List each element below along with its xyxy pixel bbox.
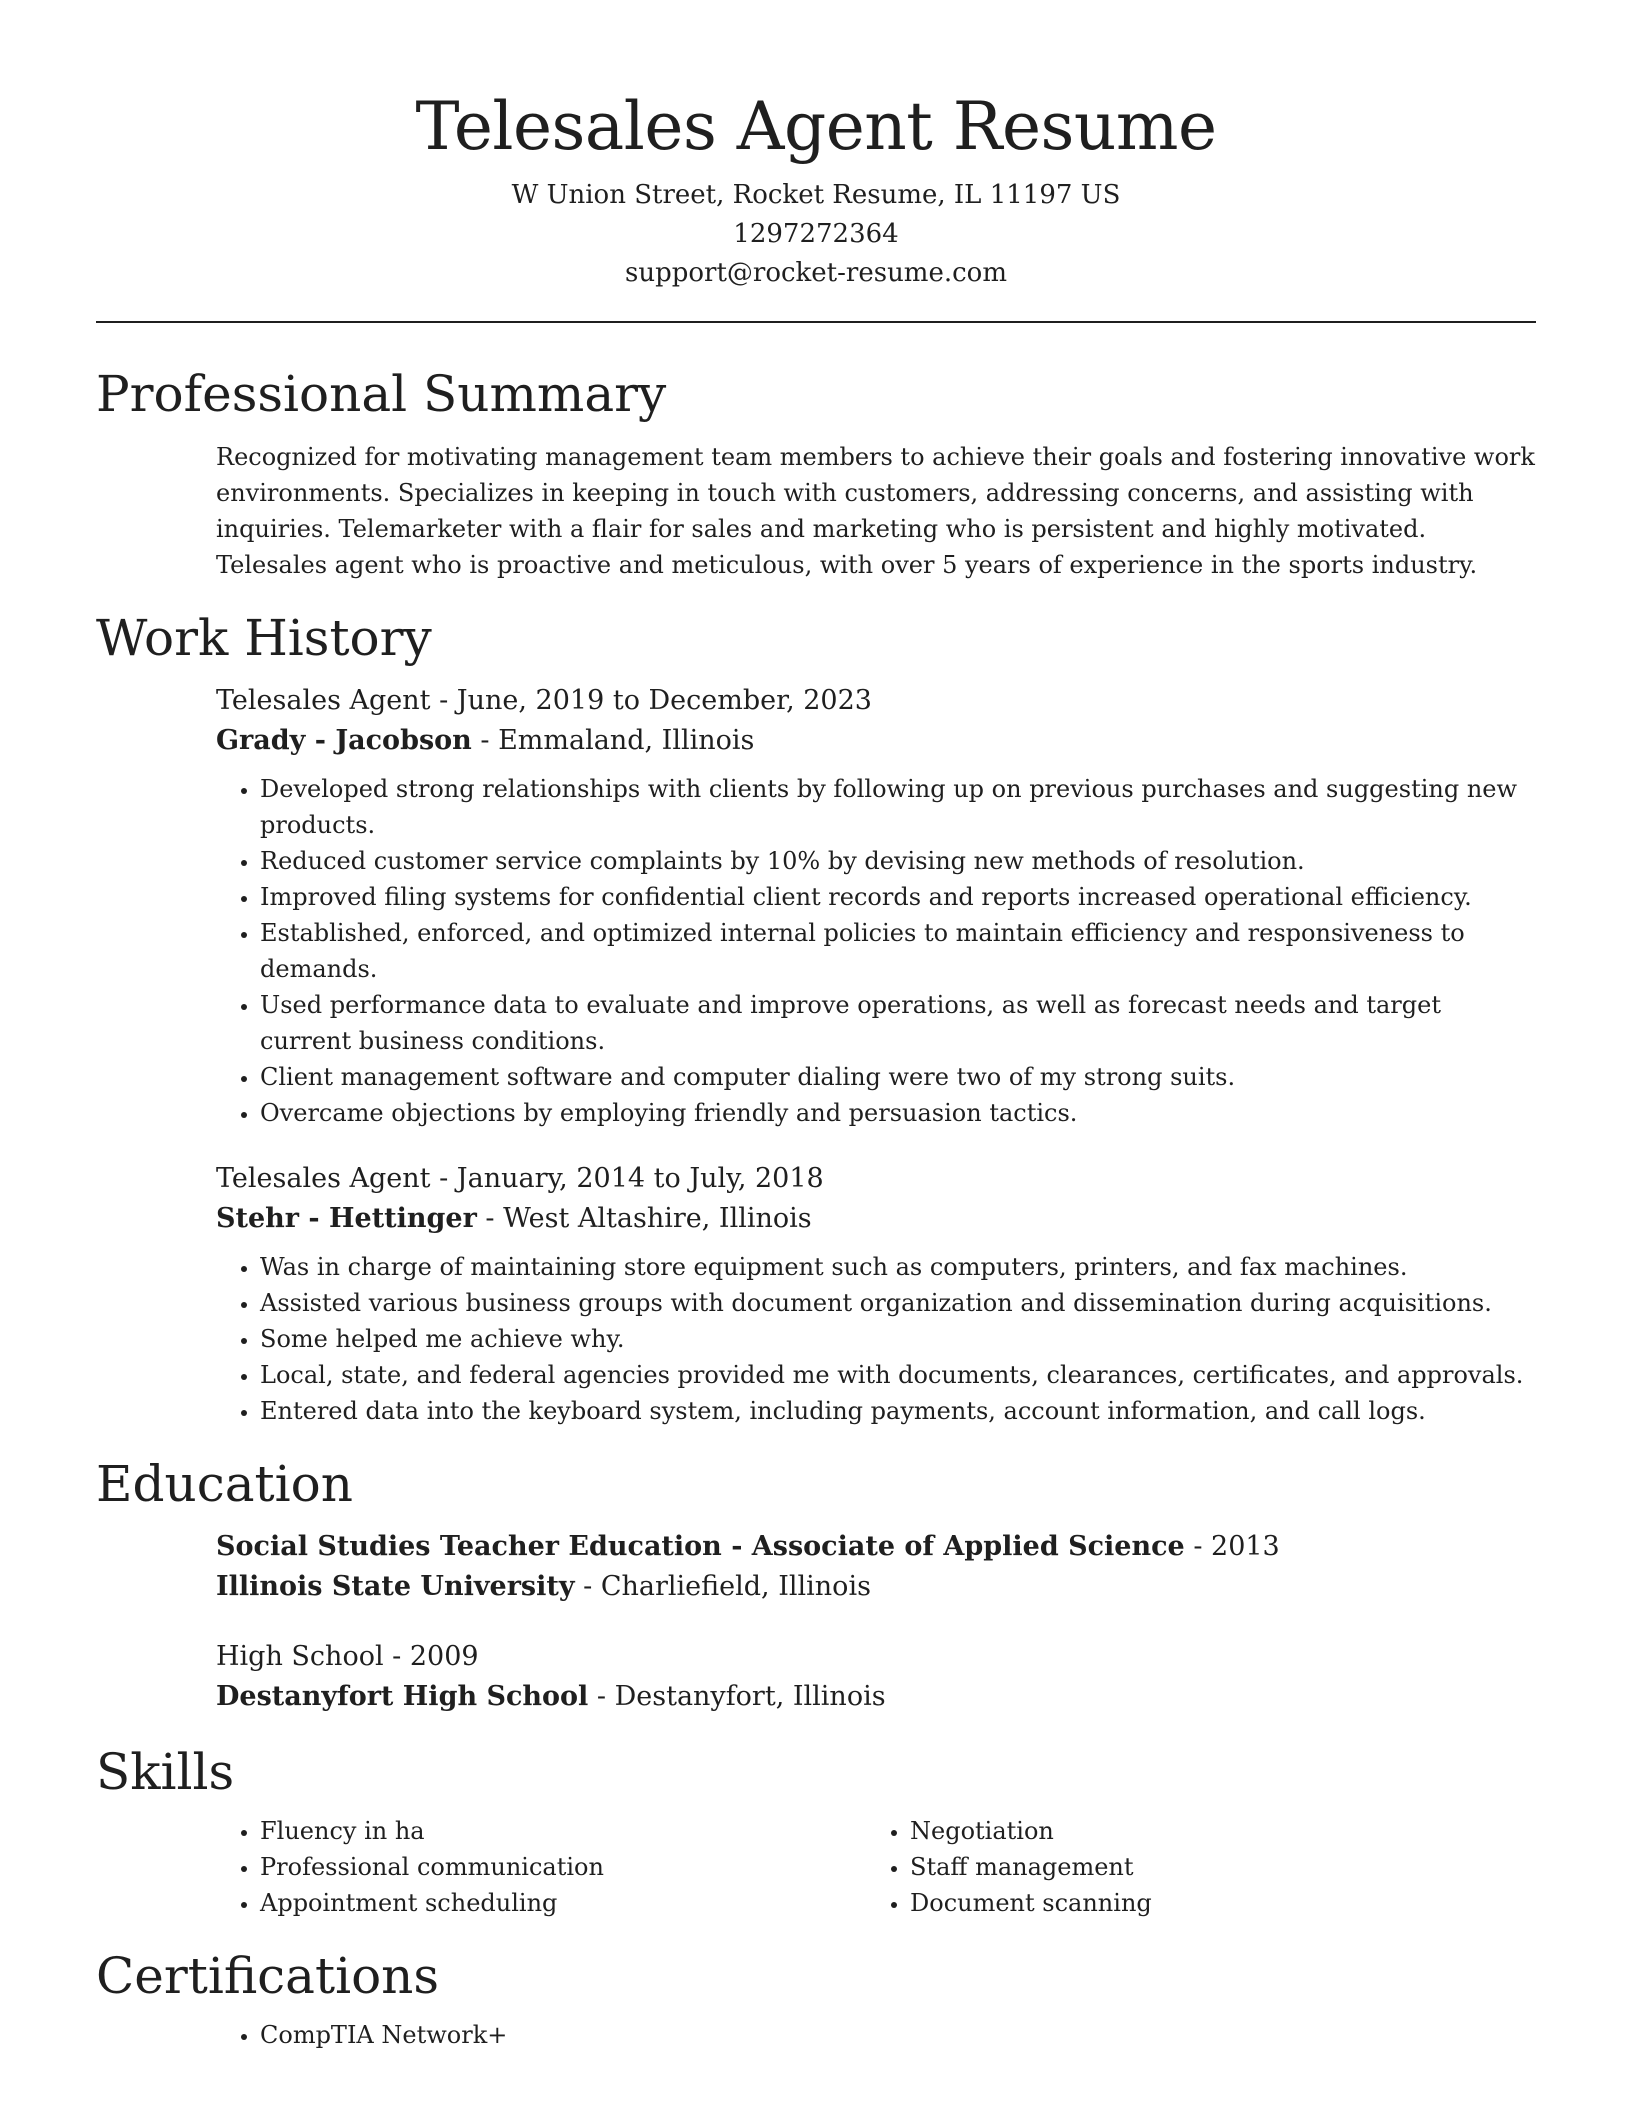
- degree-name: Social Studies Teacher Education - Associate of Applied Science: [216, 1531, 1185, 1562]
- school-location: - Destanyfort, Illinois: [588, 1681, 886, 1712]
- list-item: • Assisted various business groups with document organization and dissemination during acquisitions.: [260, 1285, 1536, 1321]
- job-entry: [216, 681, 1536, 1131]
- list-item: • Client management software and computer dialing were two of my strong suits.: [260, 1059, 1536, 1095]
- degree-name: High School: [216, 1641, 384, 1672]
- summary-heading: Professional Summary: [96, 365, 667, 423]
- degree-line: [216, 1527, 1536, 1567]
- education-heading: Education: [96, 1455, 353, 1513]
- school-name: Illinois State University: [216, 1571, 575, 1602]
- job-location: - Emmaland, Illinois: [471, 725, 755, 756]
- degree-year: - 2013: [1184, 1531, 1280, 1562]
- job-bullet-list: [216, 1249, 1536, 1429]
- list-item: • Improved filing systems for confidential client records and reports increased operational efficiency.: [260, 879, 1536, 915]
- school-line: [216, 1677, 1536, 1717]
- list-item: • Overcame objections by employing friendly and persuasion tactics.: [260, 1095, 1536, 1131]
- skills-heading: Skills: [96, 1743, 235, 1801]
- phone-text: 1297272364: [733, 219, 899, 249]
- certifications-section: [96, 1943, 1536, 2053]
- job-location: - West Altashire, Illinois: [476, 1203, 812, 1234]
- certifications-body: [216, 2017, 1536, 2053]
- list-item: • Used performance data to evaluate and improve operations, as well as forecast needs and target current business conditions.: [260, 987, 1536, 1059]
- skills-list: [866, 1813, 1516, 1921]
- certifications-heading: Certifications: [96, 1947, 440, 2005]
- job-bullet-list: [216, 771, 1536, 1131]
- job-company: Stehr - Hettinger: [216, 1203, 477, 1234]
- education-entry: [216, 1527, 1536, 1607]
- work-history-section: [96, 605, 1536, 1429]
- list-item: • Document scanning: [910, 1885, 1516, 1921]
- school-line: [216, 1567, 1536, 1607]
- list-item: • Some helped me achieve why.: [260, 1321, 1536, 1357]
- skills-column-right: [866, 1813, 1516, 1921]
- list-item: • Reduced customer service complaints by 10% by devising new methods of resolution.: [260, 843, 1536, 879]
- school-location: - Charliefield, Illinois: [574, 1571, 871, 1602]
- list-item: • Negotiation: [910, 1813, 1516, 1849]
- summary-body: [216, 439, 1536, 583]
- job-role: Telesales Agent: [216, 685, 431, 716]
- list-item: • Entered data into the keyboard system, including payments, account information, and call logs.: [260, 1393, 1536, 1429]
- degree-year: - 2009: [383, 1641, 479, 1672]
- job-dates: - June, 2019 to December, 2023: [430, 685, 872, 716]
- list-item: • Was in charge of maintaining store equipment such as computers, printers, and fax machines.: [260, 1249, 1536, 1285]
- summary-section: [96, 361, 1536, 583]
- skills-list: [216, 1813, 866, 1921]
- list-item: • Established, enforced, and optimized internal policies to maintain efficiency and responsiveness to demands.: [260, 915, 1536, 987]
- list-item: • Local, state, and federal agencies provided me with documents, clearances, certificates, and approvals.: [260, 1357, 1536, 1393]
- job-role: Telesales Agent: [216, 1163, 431, 1194]
- job-company: Grady - Jacobson: [216, 725, 472, 756]
- resume-title: Telesales Agent Resume: [415, 88, 1217, 165]
- list-item: • CompTIA Network+: [260, 2017, 1536, 2053]
- summary-text: Recognized for motivating management team members to achieve their goals and fostering innovative work environments. Specializes in keeping in touch with customers, addressing concerns, and assisting with inquiries. Telemarketer with a flair for sales and marketing who is persistent and highly motivated. Telesales agent who is proactive and meticulous, with over 5 years of experience in the sports industry.: [216, 443, 1535, 579]
- list-item: • Staff management: [910, 1849, 1516, 1885]
- job-company-line: [216, 721, 1536, 761]
- address-text: W Union Street, Rocket Resume, IL 11197 US: [511, 180, 1121, 210]
- skills-column-left: [216, 1813, 866, 1921]
- education-section: [96, 1451, 1536, 1717]
- school-name: Destanyfort High School: [216, 1681, 589, 1712]
- job-company-line: [216, 1199, 1536, 1239]
- resume-page: [96, 0, 1536, 2053]
- list-item: • Appointment scheduling: [260, 1885, 866, 1921]
- certifications-list: [216, 2017, 1536, 2053]
- header-divider: [96, 321, 1536, 323]
- job-entry: [216, 1159, 1536, 1429]
- skills-section: [96, 1739, 1536, 1921]
- list-item: • Developed strong relationships with clients by following up on previous purchases and suggesting new products.: [260, 771, 1536, 843]
- job-title-line: [216, 681, 1536, 721]
- list-item: • Fluency in ha: [260, 1813, 866, 1849]
- work-history-heading: Work History: [96, 609, 432, 667]
- email-text: support@rocket-resume.com: [624, 258, 1007, 288]
- resume-header: [96, 0, 1536, 293]
- skills-grid: [216, 1813, 1536, 1921]
- job-dates: - January, 2014 to July, 2018: [430, 1163, 824, 1194]
- contact-info: [96, 176, 1536, 293]
- list-item: • Professional communication: [260, 1849, 866, 1885]
- degree-line: [216, 1637, 1536, 1677]
- education-entry: [216, 1637, 1536, 1717]
- job-title-line: [216, 1159, 1536, 1199]
